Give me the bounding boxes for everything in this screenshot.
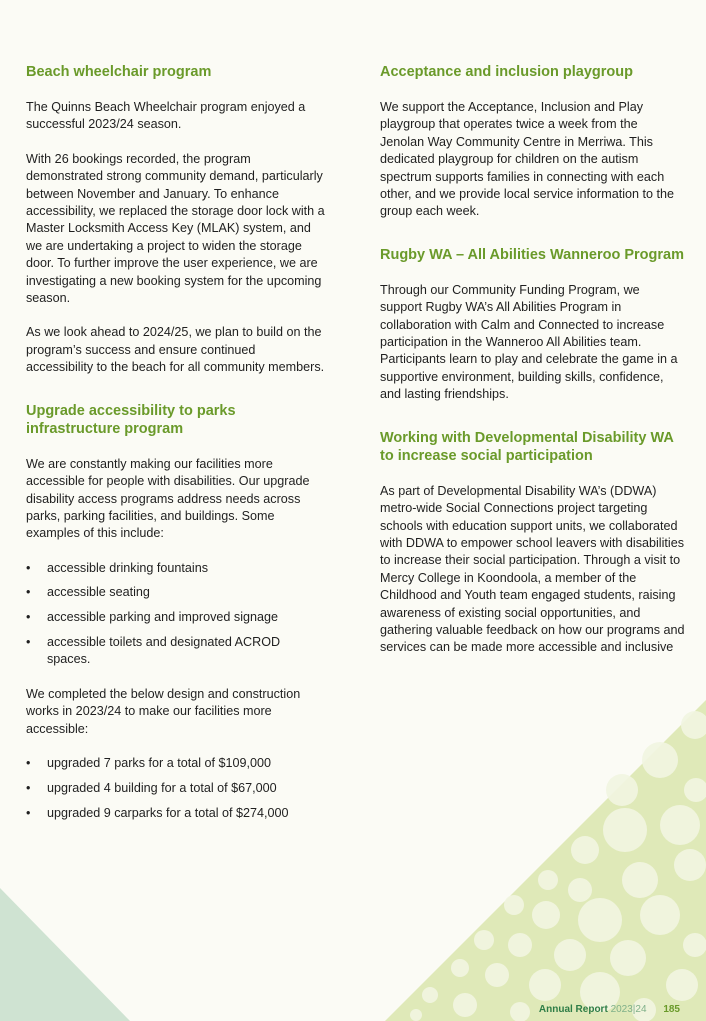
parks-completed-paragraph: We completed the below design and construction works in 2023/24 to make our facilities more accessible: <box>26 686 301 736</box>
beach-outlook-paragraph: As we look ahead to 2024/25, we plan to build on the program’s success and ensure continued accessibility to the beach for all community members. <box>26 325 325 375</box>
list-item: • accessible seating <box>26 584 326 601</box>
list-item: • accessible parking and improved signage <box>26 609 326 626</box>
rugby-paragraph: Through our Community Funding Program, we support Rugby WA’s All Abilities Program in collaboration with Calm and Connected to increase participation in the Wanneroo All Abilities team. Participants learn to play and celebrate the game in a supportive environment, building skills, confidence, and lasting friendships. <box>380 282 678 402</box>
footer-report-label: Annual Report <box>538 1004 608 1015</box>
beach-wheelchair-section <box>26 63 326 377</box>
ddwa-paragraph: As part of Developmental Disability WA’s (DDWA) metro-wide Social Connections project targeting schools with education support units, we collaborated with DDWA to empower school leavers with disabilities to increase their social participation. Through a visit to Mercy College in Koondoola, a member of the Childhood and Youth team engaged students, raising awareness of existing social opportunities, and gathering valuable feedback on how our programs and services can be made more accessible and inclusive <box>380 483 685 655</box>
list-item: • upgraded 7 parks for a total of $109,000 <box>26 755 326 772</box>
page-number: 185 <box>663 1004 680 1015</box>
parks-accessibility-heading: Upgrade accessibility to parks infrastructure program <box>26 402 236 437</box>
list-item: • upgraded 9 carparks for a total of $274,000 <box>26 805 326 822</box>
right-column <box>380 63 685 657</box>
ddwa-heading: Working with Developmental Disability WA to increase social participation <box>380 429 674 464</box>
beach-bookings-paragraph: With 26 bookings recorded, the program demonstrated strong community demand, particularly between November and January. To enhance accessibility, we replaced the storage door lock with a Master Locksmith Access Key (MLAK) system, and we are undertaking a project to widen the storage door. To further improve the user experience, we are investigating a new booking system for the upcoming season. <box>26 151 325 306</box>
footer-year: 2023|24 <box>610 1004 647 1015</box>
playgroup-paragraph: We support the Acceptance, Inclusion and Play playgroup that operates twice a week from the Jenolan Way Community Centre in Merriwa. This dedicated playgroup for children on the autism spectrum supports families in connecting with each other, and we provide local service information to the group each week. <box>380 100 675 219</box>
playgroup-section <box>380 63 685 221</box>
rugby-section <box>380 246 685 404</box>
parks-accessibility-section <box>26 402 326 822</box>
works-list <box>26 755 326 822</box>
rugby-heading: Rugby WA – All Abilities Wanneroo Program <box>380 246 684 263</box>
teal-corner-shape <box>0 888 130 1021</box>
list-item: • accessible drinking fountains <box>26 560 326 577</box>
page-footer <box>539 1004 680 1015</box>
beach-wheelchair-heading: Beach wheelchair program <box>26 64 212 80</box>
list-item: • accessible toilets and designated ACROD spaces. <box>26 634 326 669</box>
parks-intro-paragraph: We are constantly making our facilities more accessible for people with disabilities. Our upgrade disability access programs address needs across parks, parking facilities, and buildings. Some examples of this include: <box>26 456 310 541</box>
playgroup-heading: Acceptance and inclusion playgroup <box>380 64 633 80</box>
beach-intro-paragraph: The Quinns Beach Wheelchair program enjoyed a successful 2023/24 season. <box>26 100 306 132</box>
examples-list <box>26 560 326 669</box>
left-column <box>26 63 326 829</box>
ddwa-section <box>380 429 685 657</box>
list-item: • upgraded 4 building for a total of $67,000 <box>26 780 326 797</box>
